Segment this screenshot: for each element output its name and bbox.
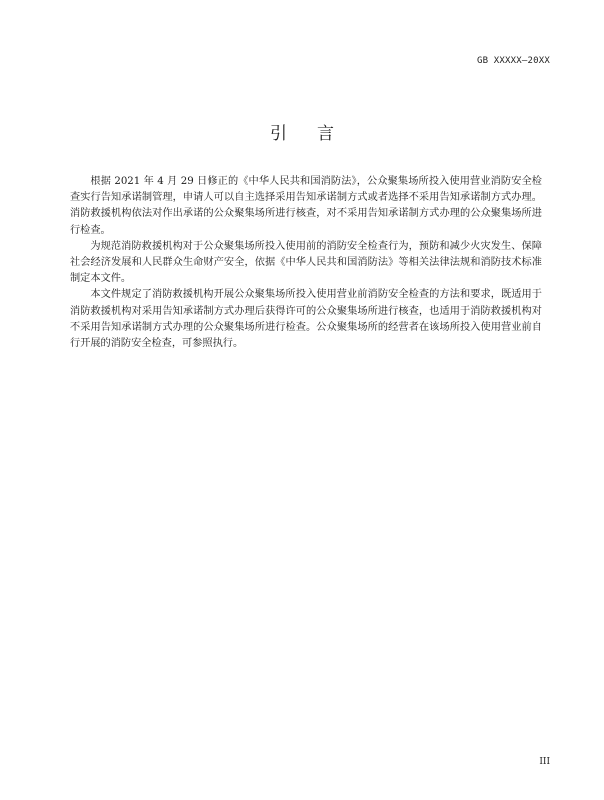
paragraph: 根据 2021 年 4 月 29 日修正的《中华人民共和国消防法》，公众聚集场所投入使用营业消防安全检查实行告知承诺制管理，申请人可以自主选择采用告知承诺制方式或者选择不采用告知承诺制方式办理。消防救援机构依法对作出承诺的公众聚集场所进行核查，对不采用告知承诺制方式办理的公众聚集场所进行检查。 (70, 176, 542, 236)
page-title: 引言 (270, 124, 364, 144)
document-body (70, 174, 542, 352)
paragraph: 为规范消防救援机构对于公众聚集场所投入使用前的消防安全检查行为，预防和减少火灾发生、保障社会经济发展和人民群众生命财产安全，依据《中华人民共和国消防法》等相关法律法规和消防技术标准制定本文件。 (70, 240, 542, 285)
paragraph: 本文件规定了消防救援机构开展公众聚集场所投入使用营业前消防安全检查的方法和要求，既适用于消防救援机构对采用告知承诺制方式办理后获得许可的公众聚集场所进行核查，也适用于消防救援机构对不采用告知承诺制方式办理的公众聚集场所进行检查。公众聚集场所的经营者在该场所投入使用营业前自行开展的消防安全检查，可参照执行。 (70, 289, 542, 350)
page-number: III (539, 757, 550, 767)
standard-code: GB XXXXX—20XX (476, 56, 550, 66)
